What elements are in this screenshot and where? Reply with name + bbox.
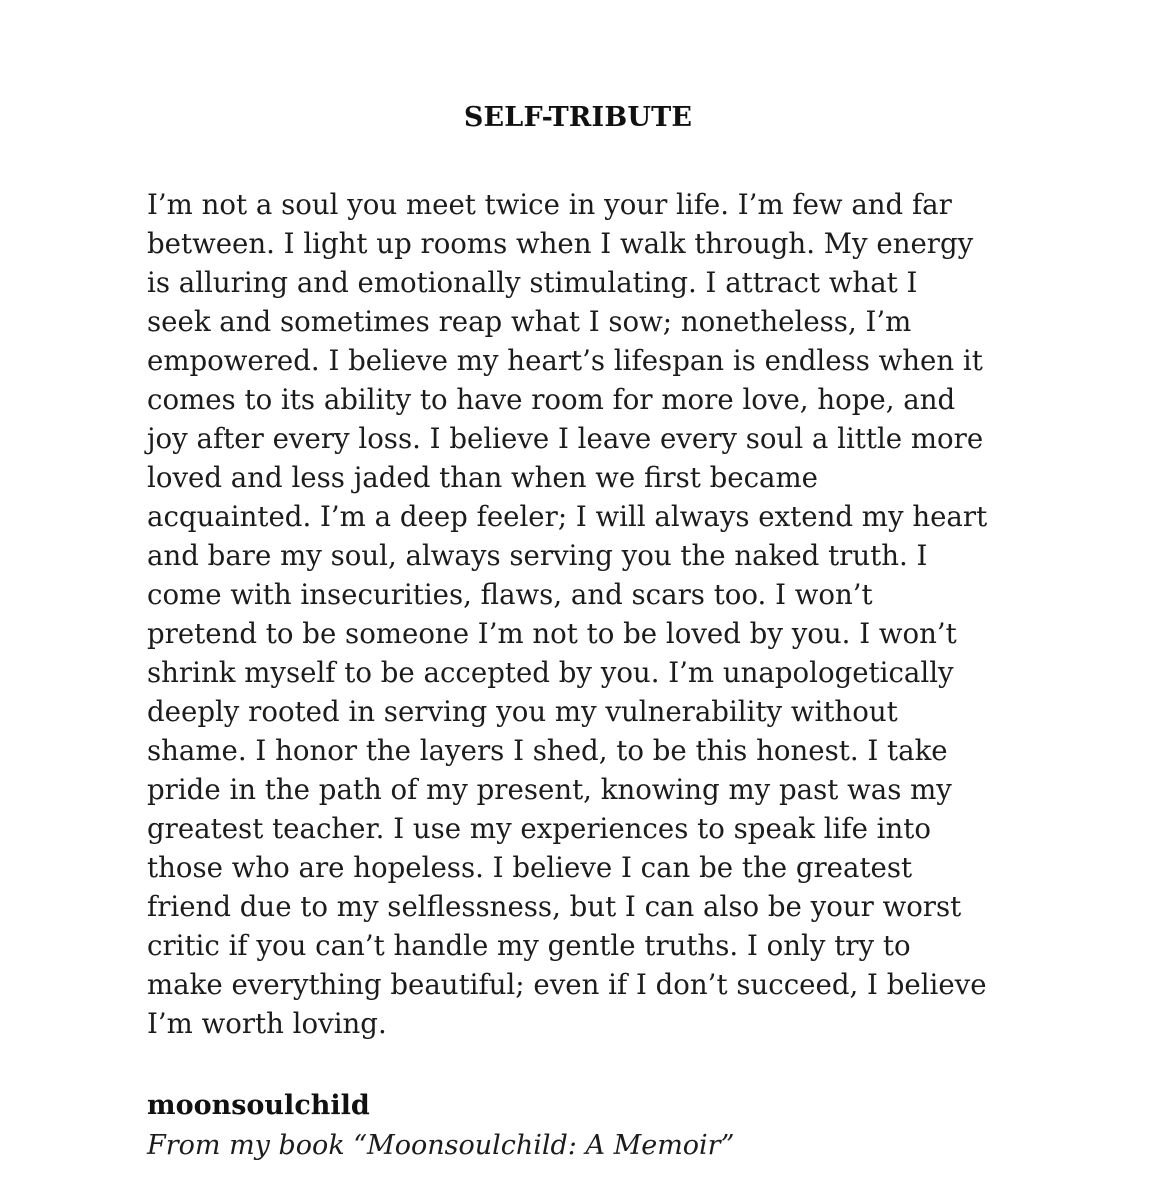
poem-line: pride in the path of my present, knowing my past was my <box>147 773 952 806</box>
poem-line: make everything beautiful; even if I don’t succeed, I believe <box>147 968 987 1001</box>
poem-line: shame. I honor the layers I shed, to be this honest. I take <box>147 734 948 767</box>
poem-line: comes to its ability to have room for more love, hope, and <box>147 383 956 416</box>
poem-line: deeply rooted in serving you my vulnerability without <box>147 695 898 728</box>
book-source: From my book “Moonsoulchild: A Memoir” <box>147 1130 735 1161</box>
poem-line: come with insecurities, flaws, and scars too. I won’t <box>147 578 873 611</box>
poem-line: seek and sometimes reap what I sow; nonetheless, I’m <box>147 305 912 338</box>
poem-title: SELF-TRIBUTE <box>463 102 693 133</box>
poem-line: shrink myself to be accepted by you. I’m unapologetically <box>147 656 954 689</box>
poem-line: loved and less jaded than when we first became <box>147 461 818 494</box>
poem-line: empowered. I believe my heart’s lifespan is endless when it <box>147 344 983 377</box>
poem-line: and bare my soul, always serving you the naked truth. I <box>147 539 928 572</box>
author-name: moonsoulchild <box>147 1090 370 1121</box>
poem-line: is alluring and emotionally stimulating. I attract what I <box>147 266 918 299</box>
poem-line: friend due to my selflessness, but I can also be your worst <box>147 890 962 923</box>
poem-line: joy after every loss. I believe I leave every soul a little more <box>147 422 984 455</box>
poem-line: critic if you can’t handle my gentle truths. I only try to <box>147 929 911 962</box>
poem-line: pretend to be someone I’m not to be loved by you. I won’t <box>147 617 957 650</box>
poem-line: between. I light up rooms when I walk through. My energy <box>147 227 974 260</box>
poem-line: those who are hopeless. I believe I can be the greatest <box>147 851 913 884</box>
poem-line: acquainted. I’m a deep feeler; I will always extend my heart <box>147 500 988 533</box>
poem-line: I’m worth loving. <box>147 1007 387 1040</box>
poem-body <box>147 185 1027 1043</box>
poem-line: I’m not a soul you meet twice in your life. I’m few and far <box>147 188 952 221</box>
poem-line: greatest teacher. I use my experiences to speak life into <box>147 812 931 845</box>
